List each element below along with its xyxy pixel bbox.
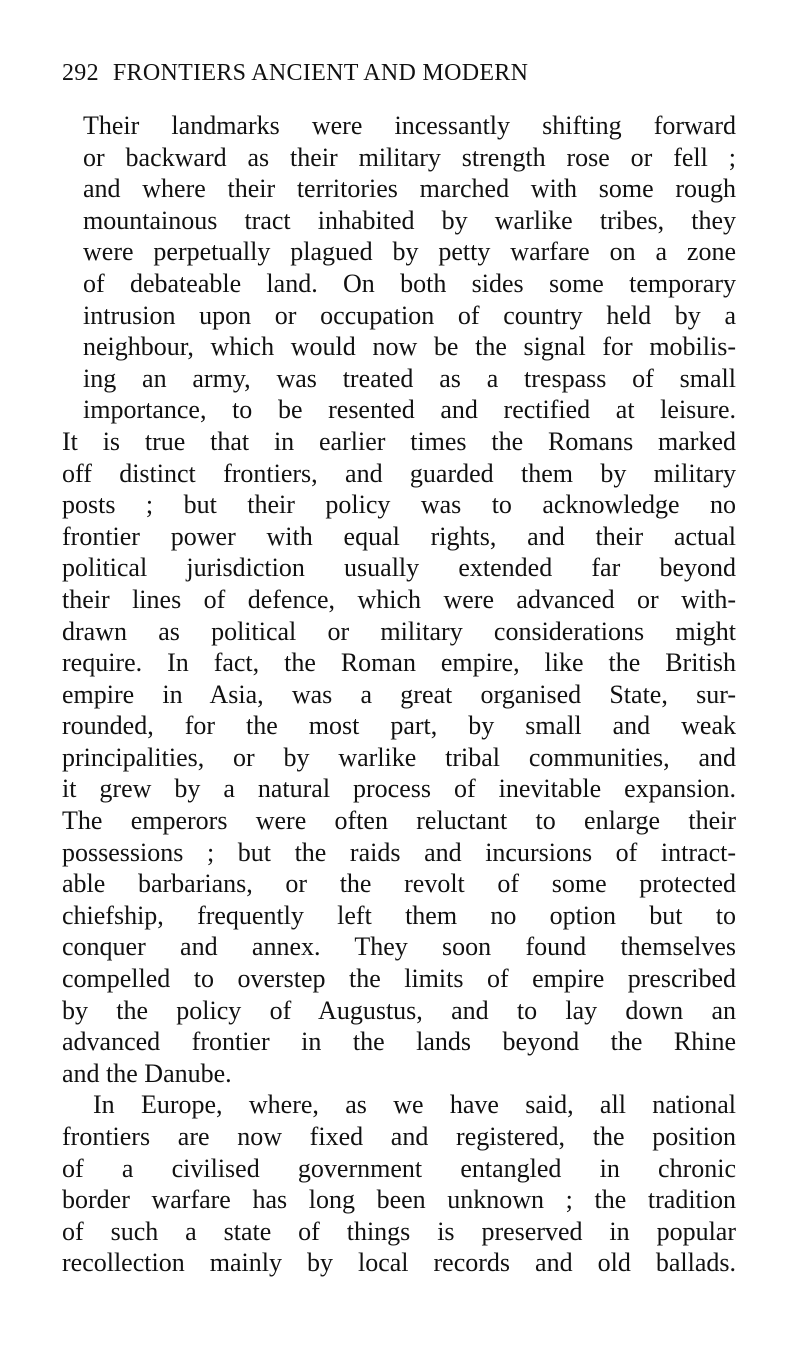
text-line: political jurisdiction usually extended far beyond xyxy=(62,553,736,583)
text-line: compelled to overstep the limits of empire prescribed xyxy=(62,964,736,994)
text-line: border warfare has long been unknown ; the tradition xyxy=(62,1185,736,1215)
paragraph xyxy=(62,1089,736,1279)
text-line: It is true that in earlier times the Romans marked xyxy=(62,426,736,456)
text-line: advanced frontier in the lands beyond the Rhine xyxy=(62,1027,736,1057)
text-line: or backward as their military strength rose or fell ; xyxy=(83,142,736,172)
text-line: posts ; but their policy was to acknowledge no xyxy=(62,490,736,520)
text-line: of such a state of things is preserved in popular xyxy=(62,1216,736,1246)
paragraph xyxy=(62,110,736,1089)
text-line: intrusion upon or occupation of country held by a xyxy=(83,300,736,330)
text-line: frontier power with equal rights, and their actual xyxy=(62,521,736,551)
text-line: empire in Asia, was a great organised State, sur- xyxy=(62,679,736,709)
text-line: it grew by a natural process of inevitable expansion. xyxy=(62,774,736,804)
text-line: principalities, or by warlike tribal communities, and xyxy=(62,742,736,772)
text-line: frontiers are now fixed and registered, the position xyxy=(62,1122,736,1151)
running-header xyxy=(62,60,528,87)
body-text xyxy=(62,110,736,1279)
text-line: recollection mainly by local records and old ballads. xyxy=(62,1248,736,1278)
text-line: off distinct frontiers, and guarded them by military xyxy=(62,458,736,488)
text-line: importance, to be resented and rectified at leisure. xyxy=(83,395,736,425)
text-line: by the policy of Augustus, and to lay down an xyxy=(62,995,736,1025)
text-line: of debateable land. On both sides some temporary xyxy=(83,268,736,298)
text-line: mountainous tract inhabited by warlike tribes, they xyxy=(83,205,736,235)
text-line: and the Danube. xyxy=(62,1058,232,1088)
text-line: Their landmarks were incessantly shifting forward xyxy=(83,111,736,140)
text-line: of a civilised government entangled in chronic xyxy=(62,1153,736,1183)
page-number: 292 xyxy=(62,60,99,86)
text-line: chiefship, frequently left them no option but to xyxy=(62,900,736,930)
text-line: The emperors were often reluctant to enlarge their xyxy=(62,806,736,836)
text-line: neighbour, which would now be the signal for mobilis- xyxy=(83,332,736,362)
text-line: their lines of defence, which were advanced or with- xyxy=(62,584,736,614)
text-line: rounded, for the most part, by small and weak xyxy=(62,711,736,741)
text-line: drawn as political or military considerations might xyxy=(62,616,736,646)
running-title: FRONTIERS ANCIENT AND MODERN xyxy=(112,60,529,86)
text-line: ing an army, was treated as a trespass of small xyxy=(83,363,736,393)
text-line: were perpetually plagued by petty warfare on a zone xyxy=(83,237,736,267)
text-line: In Europe, where, as we have said, all national xyxy=(93,1090,736,1120)
text-line: possessions ; but the raids and incursions of intract- xyxy=(62,837,736,867)
text-line: require. In fact, the Roman empire, like the British xyxy=(62,648,736,678)
text-line: and where their territories marched with some rough xyxy=(83,174,736,204)
text-line: able barbarians, or the revolt of some protected xyxy=(62,869,736,899)
text-line: conquer and annex. They soon found themselves xyxy=(62,932,736,962)
